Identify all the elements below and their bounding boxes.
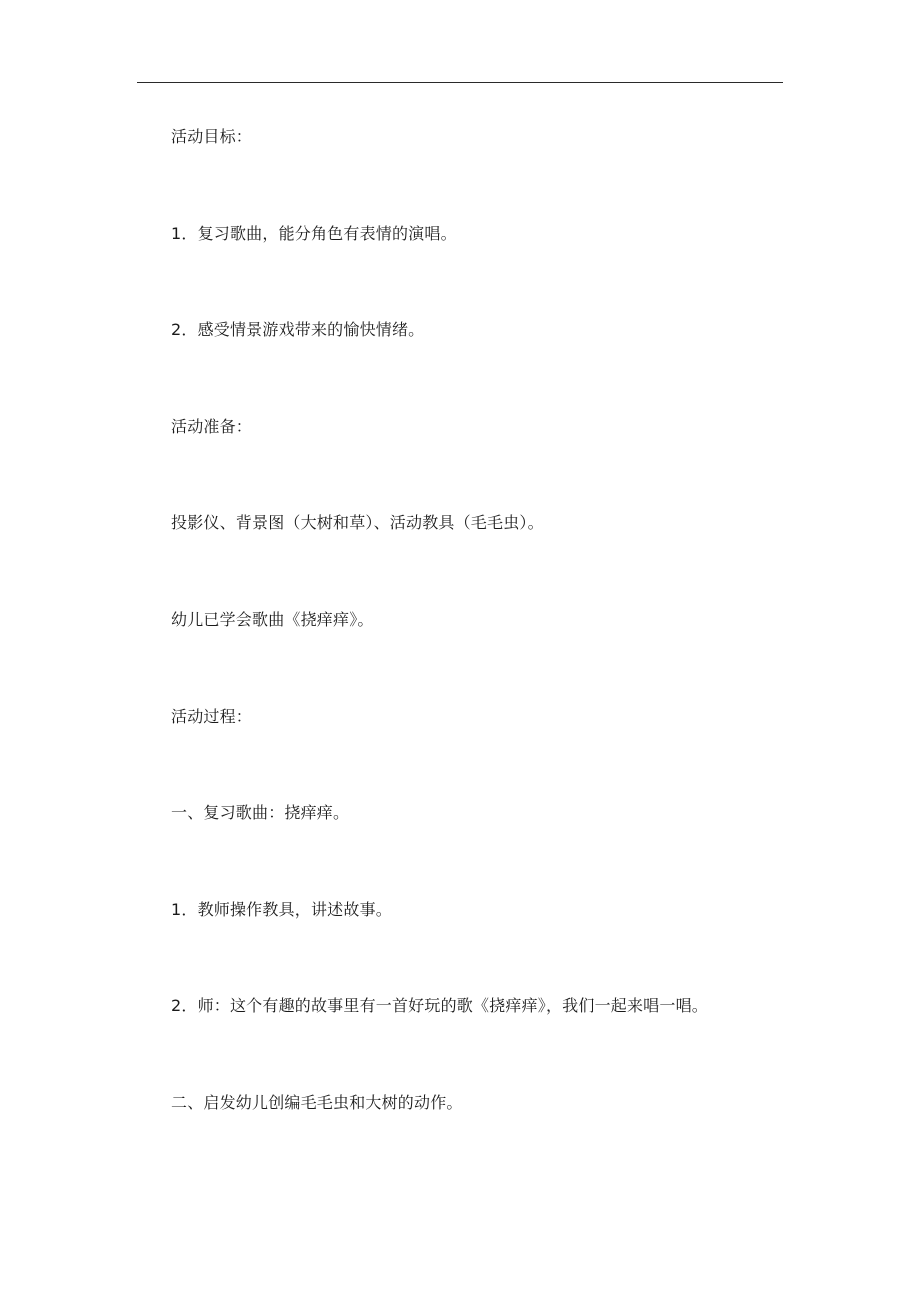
section-heading-goals: 活动目标： [171,127,253,146]
process-step-1-heading: 一、复习歌曲：挠痒痒。 [171,803,350,823]
goal-item-2: 2．感受情景游戏带来的愉快情绪。 [171,320,425,340]
header-rule [137,82,783,83]
section-heading-preparation: 活动准备： [171,416,253,436]
preparation-item-materials: 投影仪、背景图（大树和草）、活动教具（毛毛虫）。 [171,513,544,533]
goal-item-1: 1．复习歌曲，能分角色有表情的演唱。 [171,223,457,243]
document-body [171,125,811,1188]
process-step-1-item-2: 2．师：这个有趣的故事里有一首好玩的歌《挠痒痒》，我们一起来唱一唱。 [171,996,708,1016]
process-step-1-item-1: 1．教师操作教具，讲述故事。 [171,899,392,919]
preparation-item-prior-learning: 幼儿已学会歌曲《挠痒痒》。 [171,609,374,629]
process-step-2-heading: 二、启发幼儿创编毛毛虫和大树的动作。 [171,1092,463,1112]
section-heading-process: 活动过程： [171,706,253,726]
